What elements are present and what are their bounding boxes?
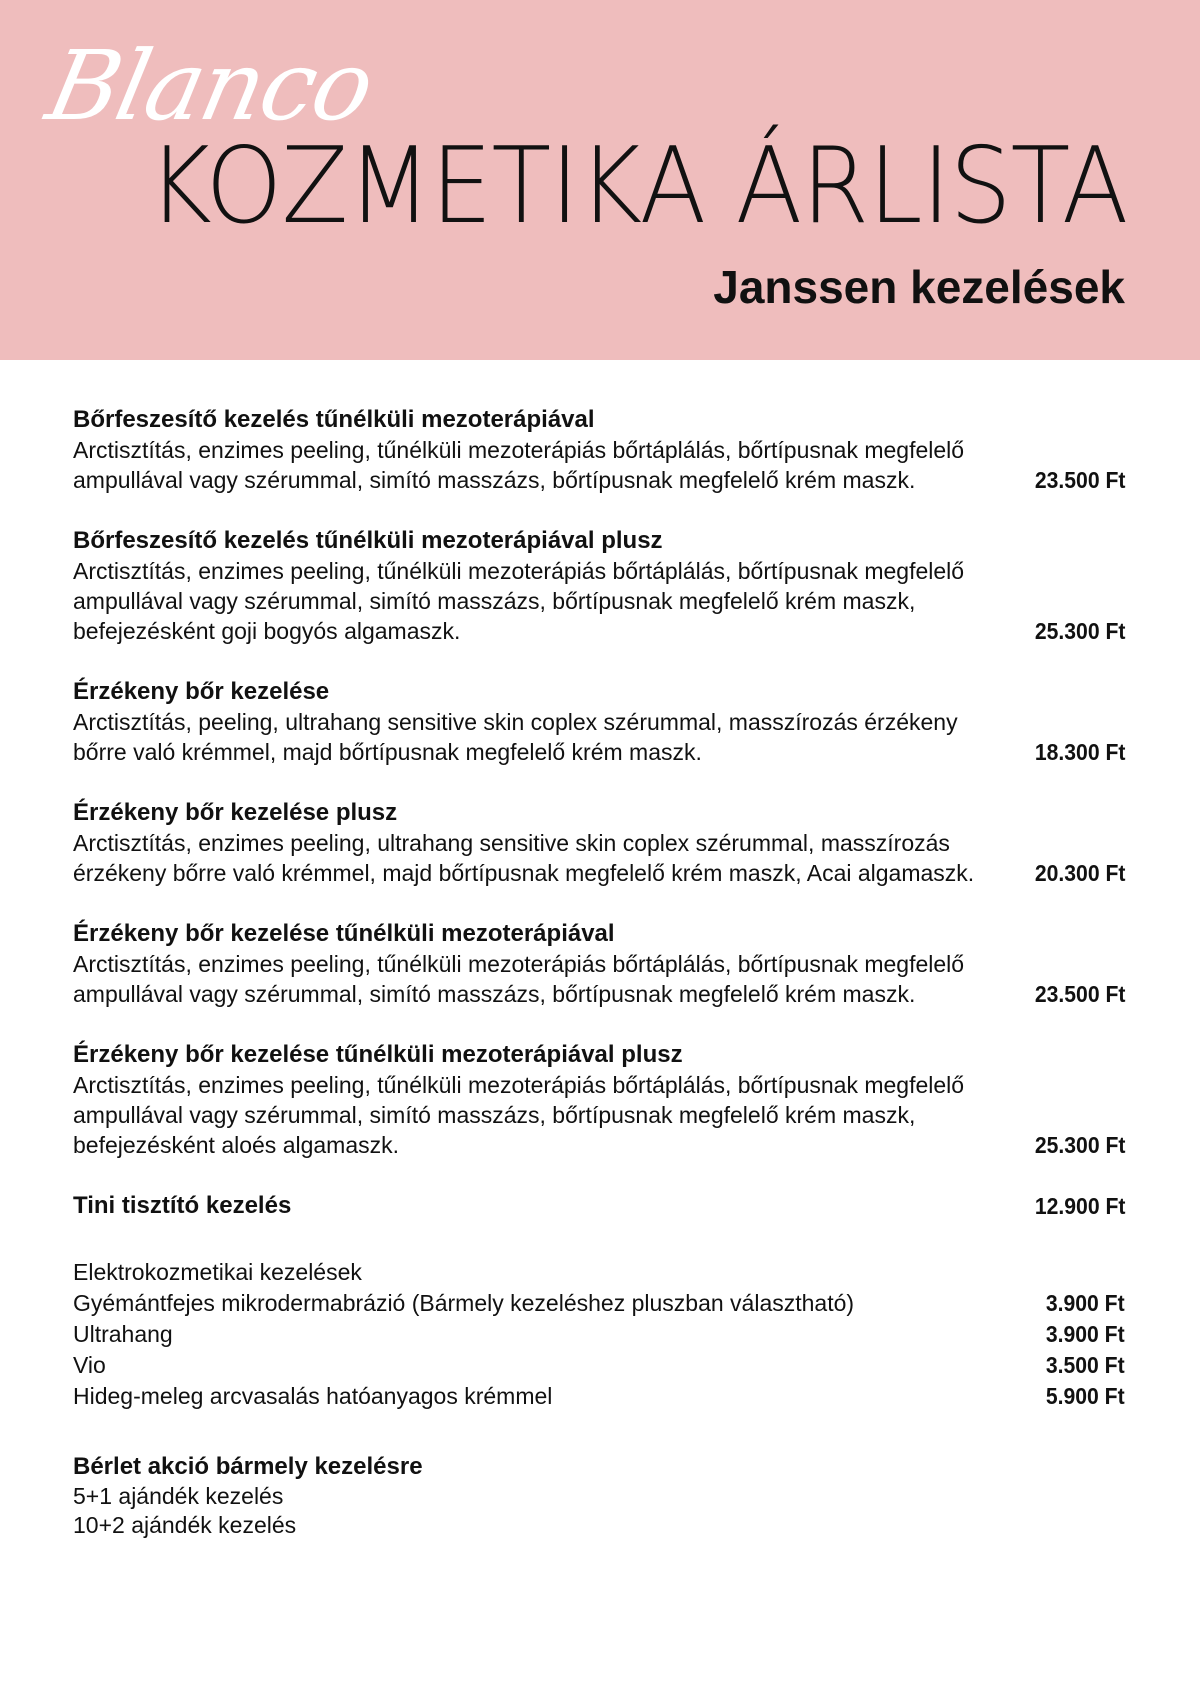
berlet-line: 10+2 ajándék kezelés	[73, 1512, 297, 1538]
treatment-item	[73, 526, 1125, 646]
treatment-title: Bőrfeszesítő kezelés tűnélküli mezoterápiával	[73, 406, 595, 433]
treatment-item	[73, 677, 1125, 767]
treatment-description: Arctisztítás, enzimes peeling, tűnélküli mezoterápiás bőrtáplálás, bőrtípusnak megfelelő ampullával vagy szérummal, simító masszázs, bőrtípusnak megfelelő krém maszk.	[73, 951, 965, 1007]
elektro-item-name: Hideg-meleg arcvasalás hatóanyagos krémmel	[73, 1383, 553, 1409]
elektro-item-name: Gyémántfejes mikrodermabrázió (Bármely kezeléshez pluszban választható)	[73, 1290, 855, 1316]
elektro-section	[73, 1257, 1125, 1412]
treatment-title: Bőrfeszesítő kezelés tűnélküli mezoterápiával plusz	[73, 527, 663, 554]
brand-logo: Blanco	[38, 30, 382, 142]
elektro-item-name: Ultrahang	[73, 1321, 173, 1347]
elektro-heading: Elektrokozmetikai kezelések	[73, 1259, 362, 1285]
berlet-line: 5+1 ajándék kezelés	[73, 1483, 284, 1509]
treatment-price: 23.500 Ft	[1034, 981, 1125, 1007]
treatment-description: Arctisztítás, enzimes peeling, tűnélküli mezoterápiás bőrtáplálás, bőrtípusnak megfelelő ampullával vagy szérummal, simító masszázs, bőrtípusnak megfelelő krém maszk.	[73, 437, 965, 493]
elektro-item	[73, 1381, 1125, 1412]
treatment-item	[73, 1040, 1125, 1160]
treatment-price: 25.300 Ft	[1034, 618, 1125, 644]
treatment-price: 20.300 Ft	[1034, 860, 1125, 886]
tini-price: 12.900 Ft	[1034, 1193, 1125, 1219]
treatment-description: Arctisztítás, enzimes peeling, ultrahang sensitive skin coplex szérummal, masszírozás érzékeny bőrre való krémmel, majd bőrtípusnak megfelelő krém maszk, Acai algamaszk.	[73, 830, 975, 886]
treatment-title: Érzékeny bőr kezelése tűnélküli mezoterápiával plusz	[73, 1041, 683, 1068]
header-banner	[0, 0, 1200, 360]
elektro-item-price: 3.500 Ft	[1046, 1352, 1125, 1378]
treatment-title: Érzékeny bőr kezelése plusz	[73, 799, 398, 826]
elektro-item	[73, 1350, 1125, 1381]
berlet-title: Bérlet akció bármely kezelésre	[73, 1453, 423, 1480]
elektro-item-price: 3.900 Ft	[1046, 1290, 1125, 1316]
treatment-price: 18.300 Ft	[1034, 739, 1125, 765]
elektro-item-price: 3.900 Ft	[1046, 1321, 1125, 1347]
treatment-description: Arctisztítás, enzimes peeling, tűnélküli mezoterápiás bőrtáplálás, bőrtípusnak megfelelő ampullával vagy szérummal, simító masszázs, bőrtípusnak megfelelő krém maszk, befejezésként aloés algamaszk.	[73, 1072, 965, 1158]
elektro-heading-row	[73, 1257, 1125, 1288]
treatment-price: 23.500 Ft	[1034, 467, 1125, 493]
treatment-item	[73, 798, 1125, 888]
treatment-title: Érzékeny bőr kezelése	[73, 678, 330, 705]
treatment-description: Arctisztítás, peeling, ultrahang sensitive skin coplex szérummal, masszírozás érzékeny bőrre való krémmel, majd bőrtípusnak megfelelő krém maszk.	[73, 709, 958, 765]
treatment-item	[73, 919, 1125, 1009]
treatment-description: Arctisztítás, enzimes peeling, tűnélküli mezoterápiás bőrtáplálás, bőrtípusnak megfelelő ampullával vagy szérummal, simító masszázs, bőrtípusnak megfelelő krém maszk, befejezésként goji bogyós algamaszk.	[73, 558, 965, 644]
page-title: KOZMETIKA ÁRLISTA	[148, 125, 1128, 247]
elektro-item	[73, 1288, 1125, 1319]
treatment-title: Érzékeny bőr kezelése tűnélküli mezoterápiával	[73, 920, 615, 947]
treatment-price: 25.300 Ft	[1034, 1132, 1125, 1158]
tini-title: Tini tisztító kezelés	[73, 1192, 292, 1219]
tini-treatment	[73, 1191, 1125, 1221]
page-subtitle: Janssen kezelések	[713, 261, 1125, 313]
price-list	[73, 405, 1125, 1540]
elektro-item	[73, 1319, 1125, 1350]
berlet-section	[73, 1452, 1125, 1540]
elektro-item-name: Vio	[73, 1352, 106, 1378]
elektro-item-price: 5.900 Ft	[1046, 1383, 1125, 1409]
treatment-item	[73, 405, 1125, 495]
